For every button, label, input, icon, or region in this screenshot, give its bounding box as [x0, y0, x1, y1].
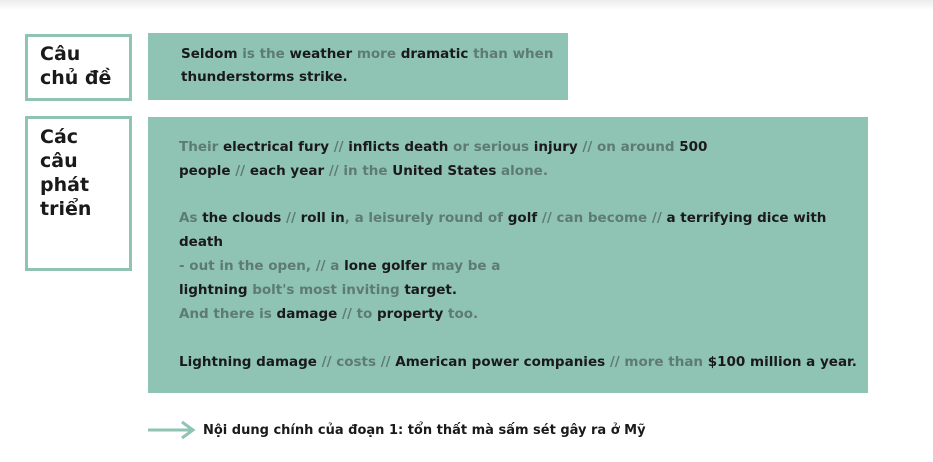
connector-text: , a leisurely round of [344, 210, 508, 226]
supporting-sentences-label [25, 116, 132, 271]
connector-text: And there is [179, 306, 277, 322]
connector-text: // on around [577, 139, 680, 155]
connector-text: is the [237, 46, 290, 62]
key-phrase: dramatic [400, 46, 469, 62]
key-phrase: inflicts death [348, 139, 449, 155]
arrow-right-icon [148, 418, 196, 442]
top-shadow [0, 0, 933, 10]
connector-text: or serious [448, 139, 534, 155]
connector-text: Their [179, 139, 223, 155]
topic-label-line2: chủ đề [40, 67, 112, 89]
support-label-line2: câu [40, 150, 78, 172]
topic-label-line1: Câu [40, 43, 81, 65]
connector-text: may be a [426, 258, 501, 274]
connector-text: // [281, 210, 301, 226]
key-phrase: lone golfer [344, 258, 427, 274]
topic-sentence-box [148, 33, 568, 100]
key-phrase: weather [289, 46, 353, 62]
support-label-line1: Các [40, 126, 79, 148]
key-phrase: injury [533, 139, 578, 155]
connector-text: // costs // [316, 354, 396, 370]
connector-text: // to [337, 306, 378, 322]
key-phrase: lightning [179, 282, 248, 298]
key-phrase: the clouds [202, 210, 282, 226]
key-phrase: American power companies [395, 354, 606, 370]
main-idea-footer [148, 418, 646, 442]
key-phrase: roll in [300, 210, 345, 226]
key-phrase: electrical fury [222, 139, 330, 155]
key-phrase: a terrifying dice with death [179, 210, 827, 250]
key-phrase: property [377, 306, 444, 322]
connector-text: - out in the open, // a [179, 258, 345, 274]
paragraph-1 [179, 135, 859, 183]
key-phrase: people [179, 163, 231, 179]
paragraph-4 [179, 350, 859, 374]
key-phrase: United States [392, 163, 497, 179]
connector-text: // [329, 139, 349, 155]
support-label-line3: phát [40, 174, 90, 196]
connector-text: than when [468, 46, 554, 62]
key-phrase: thunderstorms strike. [181, 69, 348, 85]
main-idea-text: Nội dung chính của đoạn 1: tổn thất mà sấm sét gây ra ở Mỹ [203, 422, 646, 438]
key-phrase: Seldom [181, 46, 238, 62]
topic-sentence-label [25, 34, 132, 101]
connector-text: // in the [324, 163, 393, 179]
connector-text: // [230, 163, 250, 179]
connector-text: more [352, 46, 401, 62]
supporting-sentences-box [148, 117, 868, 393]
topic-sentence-text [181, 43, 561, 89]
connector-text: too. [443, 306, 479, 322]
key-phrase: Lightning damage [179, 354, 317, 370]
key-phrase: 500 [679, 139, 708, 155]
key-phrase: each year [249, 163, 325, 179]
connector-text: // can become // [537, 210, 667, 226]
key-phrase: golf [507, 210, 538, 226]
key-phrase: $100 million a year. [707, 354, 857, 370]
connector-text: // more than [605, 354, 708, 370]
support-label-line4: triển [40, 198, 92, 220]
connector-text: As [179, 210, 203, 226]
connector-text: bolt's most inviting [247, 282, 405, 298]
paragraph-2 [179, 206, 859, 302]
paragraph-3 [179, 302, 859, 326]
key-phrase: target. [404, 282, 457, 298]
connector-text: alone. [496, 163, 548, 179]
key-phrase: damage [276, 306, 338, 322]
